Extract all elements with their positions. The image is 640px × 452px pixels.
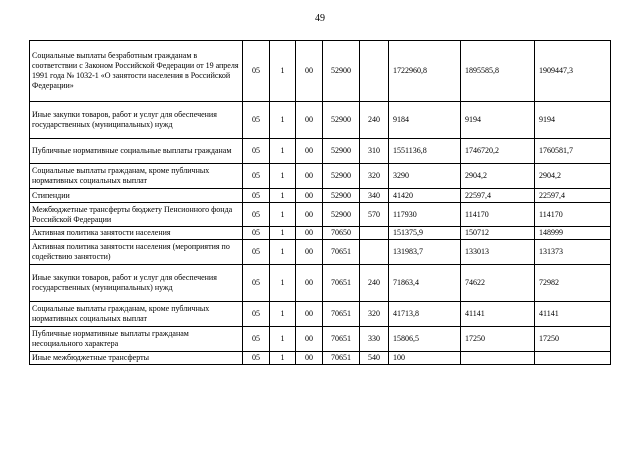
target-article-prefix-cell: 00 xyxy=(296,327,323,352)
amount-year2-cell: 1746720,2 xyxy=(461,139,535,164)
amount-year2-cell xyxy=(461,352,535,365)
amount-year3-cell: 9194 xyxy=(535,102,611,139)
table-row xyxy=(30,189,611,203)
amount-year1-cell: 71863,4 xyxy=(389,265,461,302)
amount-year3-cell xyxy=(535,352,611,365)
subsection-code-cell: 1 xyxy=(270,240,296,265)
target-article-code-cell: 52900 xyxy=(323,41,360,102)
amount-year3-cell: 41141 xyxy=(535,302,611,327)
amount-year2-cell: 9194 xyxy=(461,102,535,139)
table-row xyxy=(30,327,611,352)
subsection-code-cell: 1 xyxy=(270,227,296,240)
table-row xyxy=(30,240,611,265)
page-number: 49 xyxy=(315,13,325,24)
table-row xyxy=(30,164,611,189)
budget-table xyxy=(29,40,611,365)
target-article-prefix-cell: 00 xyxy=(296,302,323,327)
amount-year3-cell: 1909447,3 xyxy=(535,41,611,102)
subsection-code-cell: 1 xyxy=(270,203,296,227)
row-name-cell: Активная политика занятости населения (мероприятия по содействию занятости) xyxy=(30,240,243,265)
expense-type-code-cell: 330 xyxy=(360,327,389,352)
target-article-prefix-cell: 00 xyxy=(296,189,323,203)
expense-type-code-cell: 320 xyxy=(360,302,389,327)
amount-year2-cell: 133013 xyxy=(461,240,535,265)
target-article-prefix-cell: 00 xyxy=(296,240,323,265)
subsection-code-cell: 1 xyxy=(270,139,296,164)
table-row xyxy=(30,352,611,365)
expense-type-code-cell xyxy=(360,41,389,102)
target-article-code-cell: 70651 xyxy=(323,352,360,365)
amount-year1-cell: 1551136,8 xyxy=(389,139,461,164)
amount-year3-cell: 2904,2 xyxy=(535,164,611,189)
table-row xyxy=(30,227,611,240)
section-code-cell: 05 xyxy=(243,327,270,352)
amount-year1-cell: 131983,7 xyxy=(389,240,461,265)
amount-year2-cell: 150712 xyxy=(461,227,535,240)
amount-year1-cell: 41420 xyxy=(389,189,461,203)
row-name-cell: Иные межбюджетные трансферты xyxy=(30,352,243,365)
expense-type-code-cell: 310 xyxy=(360,139,389,164)
table-row xyxy=(30,139,611,164)
table-row xyxy=(30,265,611,302)
table-row xyxy=(30,302,611,327)
amount-year2-cell: 22597,4 xyxy=(461,189,535,203)
row-name-cell: Иные закупки товаров, работ и услуг для обеспечения государственных (муниципальных) нужд xyxy=(30,102,243,139)
row-name-cell: Активная политика занятости населения xyxy=(30,227,243,240)
row-name-cell: Иные закупки товаров, работ и услуг для обеспечения государственных (муниципальных) нужд xyxy=(30,265,243,302)
target-article-prefix-cell: 00 xyxy=(296,164,323,189)
section-code-cell: 05 xyxy=(243,352,270,365)
amount-year1-cell: 9184 xyxy=(389,102,461,139)
target-article-prefix-cell: 00 xyxy=(296,102,323,139)
target-article-prefix-cell: 00 xyxy=(296,139,323,164)
amount-year2-cell: 74622 xyxy=(461,265,535,302)
subsection-code-cell: 1 xyxy=(270,102,296,139)
target-article-prefix-cell: 00 xyxy=(296,203,323,227)
target-article-prefix-cell: 00 xyxy=(296,227,323,240)
target-article-code-cell: 52900 xyxy=(323,139,360,164)
target-article-code-cell: 70651 xyxy=(323,302,360,327)
expense-type-code-cell: 240 xyxy=(360,102,389,139)
amount-year3-cell: 1760581,7 xyxy=(535,139,611,164)
target-article-code-cell: 52900 xyxy=(323,189,360,203)
section-code-cell: 05 xyxy=(243,240,270,265)
expense-type-code-cell: 540 xyxy=(360,352,389,365)
section-code-cell: 05 xyxy=(243,164,270,189)
target-article-code-cell: 70650 xyxy=(323,227,360,240)
section-code-cell: 05 xyxy=(243,203,270,227)
section-code-cell: 05 xyxy=(243,302,270,327)
amount-year3-cell: 22597,4 xyxy=(535,189,611,203)
amount-year1-cell: 151375,9 xyxy=(389,227,461,240)
expense-type-code-cell: 240 xyxy=(360,265,389,302)
amount-year1-cell: 100 xyxy=(389,352,461,365)
row-name-cell: Межбюджетные трансферты бюджету Пенсионного фонда Российской Федерации xyxy=(30,203,243,227)
amount-year2-cell: 41141 xyxy=(461,302,535,327)
amount-year1-cell: 15806,5 xyxy=(389,327,461,352)
section-code-cell: 05 xyxy=(243,227,270,240)
target-article-code-cell: 70651 xyxy=(323,327,360,352)
section-code-cell: 05 xyxy=(243,102,270,139)
section-code-cell: 05 xyxy=(243,41,270,102)
amount-year2-cell: 17250 xyxy=(461,327,535,352)
target-article-code-cell: 52900 xyxy=(323,164,360,189)
amount-year1-cell: 3290 xyxy=(389,164,461,189)
section-code-cell: 05 xyxy=(243,139,270,164)
amount-year3-cell: 131373 xyxy=(535,240,611,265)
row-name-cell: Публичные нормативные социальные выплаты гражданам xyxy=(30,139,243,164)
target-article-code-cell: 70651 xyxy=(323,265,360,302)
amount-year1-cell: 117930 xyxy=(389,203,461,227)
expense-type-code-cell: 340 xyxy=(360,189,389,203)
amount-year3-cell: 148999 xyxy=(535,227,611,240)
target-article-prefix-cell: 00 xyxy=(296,41,323,102)
expense-type-code-cell: 570 xyxy=(360,203,389,227)
row-name-cell: Стипендии xyxy=(30,189,243,203)
amount-year1-cell: 41713,8 xyxy=(389,302,461,327)
expense-type-code-cell: 320 xyxy=(360,164,389,189)
amount-year3-cell: 17250 xyxy=(535,327,611,352)
amount-year2-cell: 2904,2 xyxy=(461,164,535,189)
target-article-code-cell: 52900 xyxy=(323,203,360,227)
amount-year3-cell: 114170 xyxy=(535,203,611,227)
row-name-cell: Социальные выплаты гражданам, кроме публичных нормативных социальных выплат xyxy=(30,164,243,189)
row-name-cell: Социальные выплаты гражданам, кроме публичных нормативных социальных выплат xyxy=(30,302,243,327)
subsection-code-cell: 1 xyxy=(270,352,296,365)
subsection-code-cell: 1 xyxy=(270,327,296,352)
subsection-code-cell: 1 xyxy=(270,41,296,102)
subsection-code-cell: 1 xyxy=(270,189,296,203)
row-name-cell: Публичные нормативные выплаты гражданам несоциального характера xyxy=(30,327,243,352)
table-body xyxy=(30,41,611,365)
target-article-prefix-cell: 00 xyxy=(296,265,323,302)
target-article-code-cell: 52900 xyxy=(323,102,360,139)
row-name-cell: Социальные выплаты безработным гражданам в соответствии с Законом Российской Федерации от 19 апреля 1991 года № 1032-1 «О занятости населения в Российской Федерации» xyxy=(30,41,243,102)
amount-year3-cell: 72982 xyxy=(535,265,611,302)
subsection-code-cell: 1 xyxy=(270,265,296,302)
subsection-code-cell: 1 xyxy=(270,164,296,189)
subsection-code-cell: 1 xyxy=(270,302,296,327)
section-code-cell: 05 xyxy=(243,189,270,203)
amount-year1-cell: 1722960,8 xyxy=(389,41,461,102)
target-article-prefix-cell: 00 xyxy=(296,352,323,365)
amount-year2-cell: 1895585,8 xyxy=(461,41,535,102)
section-code-cell: 05 xyxy=(243,265,270,302)
expense-type-code-cell xyxy=(360,227,389,240)
table-row xyxy=(30,203,611,227)
table-row xyxy=(30,102,611,139)
amount-year2-cell: 114170 xyxy=(461,203,535,227)
target-article-code-cell: 70651 xyxy=(323,240,360,265)
expense-type-code-cell xyxy=(360,240,389,265)
table-row xyxy=(30,41,611,102)
